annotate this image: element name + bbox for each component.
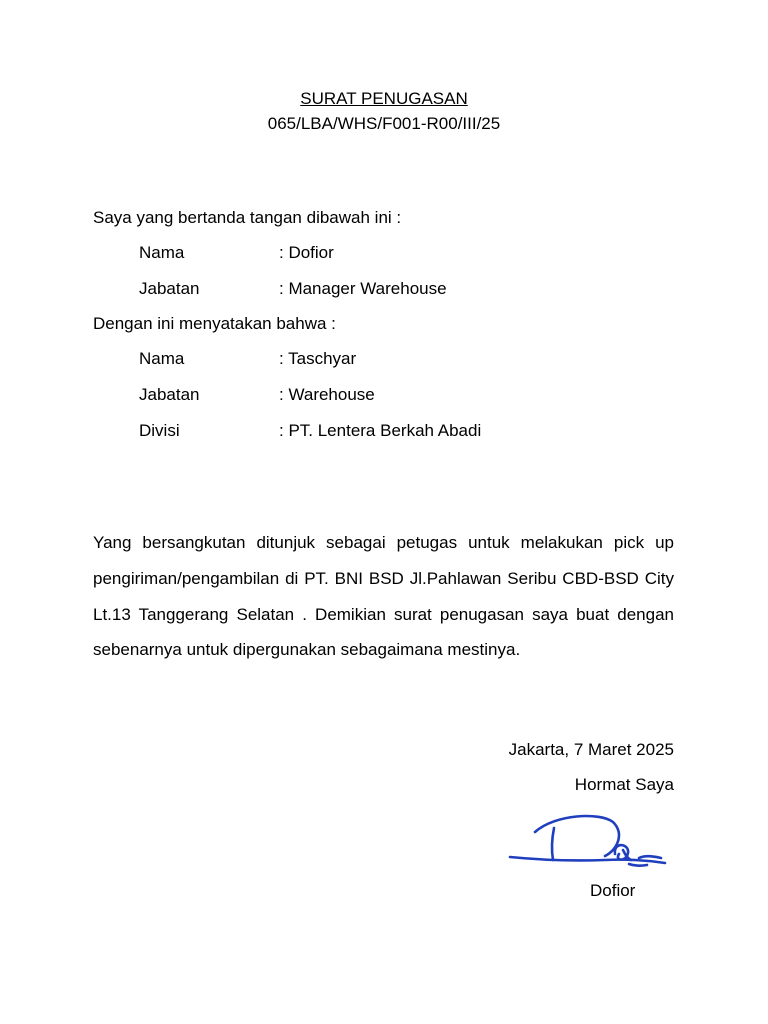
field-value: : Dofior: [279, 243, 334, 262]
field-label: Nama: [139, 349, 185, 368]
field-value: : Taschyar: [279, 349, 357, 368]
closing-text: Hormat Saya: [574, 775, 674, 794]
signer-position-row: [139, 278, 447, 300]
place-date: Jakarta, 7 Maret 2025: [508, 740, 674, 759]
intro-text: Saya yang bertanda tangan dibawah ini :: [93, 208, 402, 227]
field-label: Jabatan: [139, 279, 200, 298]
field-value: : PT. Lentera Berkah Abadi: [279, 421, 482, 440]
body-paragraph: Yang bersangkutan ditunjuk sebagai petugas untuk melakukan pick up pengiriman/pengambilan di PT. BNI BSD Jl.Pahlawan Seribu CBD-BSD City Lt.13 Tanggerang Selatan . Demikian surat penugasan saya buat dengan sebenarnya untuk dipergunakan sebagaimana mestinya.: [93, 533, 674, 660]
field-value: : Manager Warehouse: [279, 279, 447, 298]
field-label: Divisi: [139, 421, 180, 440]
assignee-name-row: [139, 348, 356, 370]
signer-name: Dofior: [590, 881, 636, 900]
field-label: Jabatan: [139, 385, 200, 404]
statement-text: Dengan ini menyatakan bahwa :: [93, 314, 336, 333]
letter-title: SURAT PENUGASAN: [300, 89, 468, 108]
signer-name-row: [139, 242, 334, 264]
assignee-position-row: [139, 384, 375, 406]
field-value: : Warehouse: [279, 385, 375, 404]
field-label: Nama: [139, 243, 185, 262]
signature-image: [505, 810, 670, 880]
assignee-division-row: [139, 420, 481, 442]
letter-number: 065/LBA/WHS/F001-R00/III/25: [267, 114, 501, 133]
